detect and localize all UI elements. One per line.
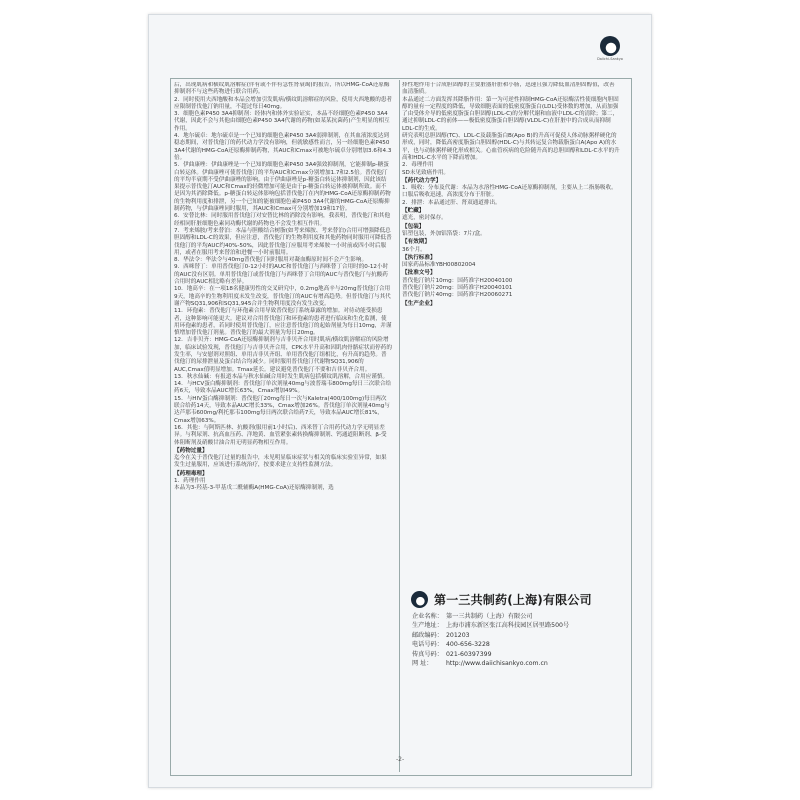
paragraph: 9．西咪替丁：单用普伐他汀0-12小时的AUC和普伐他汀与西咪替丁合用时的0-12小时的AUC没有区别。单用普伐他汀或普伐他汀与西咪替丁合用的AUC与普伐他汀与抗酸药合用时的AUC相比略有差异。 — [174, 264, 389, 286]
fax: 021-60397399 — [446, 650, 492, 658]
address-row — [412, 621, 632, 630]
paragraph: 6．安替比林：同时服用普伐他汀对安替比林的消除没有影响，我表明，普伐他汀和其他经相同肝脏细胞色素同功酶代谢的药物也不会发生相互作用。 — [174, 213, 391, 227]
fax-row — [412, 650, 632, 659]
paragraph: 15．与HIV蛋白酶抑制剂：普伐他汀20mg每日一次与Kaletra(400/100mg)每日两次联合给药14天，导致本品AUC增长33%，Cmax增加26%。普伐他汀单次剂量40mg与达芦那韦600mg/利托那韦100mg每日两次联合给药7天，导致本品AUC增长81%，Cmax增加63%。 — [174, 395, 390, 424]
brand-name: 第一三共制药(上海)有限公司 — [434, 593, 592, 607]
paragraph: 11．环孢素：普伐他汀与环孢素合用导致普伐他汀系统暴露的增加。对待动能受损患者，这种影响可能更大。建议对合用普伐他汀和环孢素的患者进行临床和生化监测，使用环孢素的患者，若同时使用普伐他汀，应注意普伐他汀的起始剂量为每日10mg，并谨慎增加普伐他汀剂量。普伐他汀的最大剂量为每日20mg。 — [174, 308, 392, 337]
left-text-column — [174, 82, 392, 772]
paragraph: 本品通过二方面发挥其降脂作用：第一为可逆性抑制HMG-CoA还原酶活性使细胞内胆固醇的量有一定程度的降低，导致细胞表面的低密度脂蛋白(LDL)受体数的增加，从而加强了由受体介导的低密度脂蛋白胆固醇(LDL-C)的分解代谢和血液中LDL-C的清除；第二，通过抑制LDL-C的前体——极低密度脂蛋白胆固醇(VLDL-C)在肝脏中的合成从而抑制LDL-C的生成。 — [402, 96, 619, 132]
postcode: 201203 — [446, 631, 470, 639]
paragraph: 国家药品标准YBH00802004 — [402, 262, 476, 269]
paragraph: 择性地作用于合成胆固醇的主要脏器肝脏和小肠，迅速且强力降低血清胆固醇值，改善血清脂质。 — [402, 82, 615, 96]
postcode-label: 邮政编码： — [412, 631, 443, 639]
company-info — [412, 612, 632, 668]
paragraph: 2．毒理作用 — [402, 162, 434, 169]
website-row — [412, 659, 632, 668]
phone-label: 电话号码： — [412, 641, 443, 649]
phone-row — [412, 640, 632, 649]
column-divider — [399, 80, 400, 772]
paragraph: 【包装】 — [402, 223, 425, 230]
postcode-row — [412, 631, 632, 640]
paragraph: 普伐他汀钠片10mg：国药准字H20040100 — [402, 277, 513, 284]
paragraph: 1．吸收：分布及代谢：本品为水溶性HMG-CoA还原酶抑制剂，主要从上二指肠吸收。口服后吸收迅速，高浓度分布于肝脏。 — [402, 185, 617, 199]
paragraph: 7．考来烯胺/考来替泊：本品与胆酸结合树脂(如考来烯胺、考来替泊)合用可增强降低总胆固醇和LDL-C的效果，但应注意，普伐他汀的生物利用度和其他药物同时服用可降低普伐他汀的平均AUC约40%-50%，因此普伐他汀应服用考来烯胺一小时前或四小时后服用，或者在服用考来替泊和进餐一小时前服用。 — [174, 227, 392, 256]
paragraph: 【贮藏】 — [402, 208, 425, 215]
paragraph: 4．地尔硫卓：地尔硫卓是一个已知的细胞色素P450 3A4弱抑制剂，在其血液浓度达到稳态期间，对普伐他汀的药代动力学没有影响，但就敏感性而言，另一经细胞色素P450 3A4代谢的HMG-CoA还原酶抑制药物，其AUC和Cmax可被地尔硫卓分别增加3.6和4.3倍。 — [174, 133, 392, 161]
paragraph: 【执行标准】 — [402, 254, 436, 261]
company-name-row — [412, 612, 632, 621]
paragraph: 铝塑包装，外加铝箔袋：7片/盒。 — [402, 230, 486, 237]
paragraph: 36个月。 — [402, 246, 426, 253]
paragraph: 1．药理作用 — [174, 478, 206, 485]
paragraph: 14．与HCV蛋白酶抑制剂：普伐他汀单次剂量40mg与波普瑞韦800mg每日三次联合给药6天，导致本品AUC增长63%，Cmax增加49%。 — [174, 381, 392, 395]
website-label: 网 址： — [412, 660, 433, 668]
paragraph: 8．华法令：华法令与40mg普伐他汀同时服用对凝血酶原时间不会产生影响。 — [174, 257, 368, 264]
company-logo — [597, 36, 623, 61]
paragraph: 遮光，密封保存。 — [402, 215, 447, 222]
paragraph: 迄今在关于普伐他汀过量的报告中，未见明显临床症状与相关的临床实验室异常，如果发生过量服用，应该进行系统治疗，按要求建立支持性监测方法。 — [174, 455, 387, 469]
brand-logo-icon — [411, 591, 428, 608]
fax-label: 传真号码： — [412, 650, 443, 658]
paragraph: 本品为3-羟基-3-甲基戊二酰辅酶A(HMG-CoA)还原酶抑制剂，选 — [174, 485, 334, 492]
right-text-column — [402, 82, 620, 402]
paragraph: 【药物过量】 — [174, 447, 208, 454]
manufacturer-brand — [411, 591, 592, 608]
logo-mark-icon — [600, 36, 620, 56]
phone: 400-656-3228 — [446, 641, 490, 649]
paragraph: 2．同时使用夫西地酸和本品会增加引发肌病/横纹肌溶解症的风险，使用夫西地酸的患者应限制普伐他汀钠用量，不超过每日40mg。 — [174, 96, 392, 110]
paragraph: 【药理毒理】 — [174, 470, 208, 477]
paragraph: 普伐他汀钠片40mg：国药准字H20060271 — [402, 292, 513, 299]
paragraph: 后，出现肌病和横纹肌溶解症(伴有或不伴有急性肾衰竭)的报告，所以HMG-CoA还原酶抑制剂不与这些药物进行联合用药。 — [174, 82, 390, 96]
logo-caption: Daiichi-Sankyo — [597, 57, 623, 61]
paragraph: 3．细胞色素P450 3A4抑制剂：经体内和体外实验证实，本品不经细胞色素P450 3A4代谢，因此不会与其他由细胞色素P450 3A4代谢的药物(如某某抗菌药)产生明显的相互作用。 — [174, 111, 390, 132]
paragraph: 5．伊曲康唑：伊曲康唑是一个已知的细胞色素P450 3A4强效抑制剂，它能抑制p-糖蛋白转运体。伊曲康唑可使普伐他汀的平均AUC和Cmax分别增加1.7和2.5倍。普伐他汀的平均半衰期不受伊曲康唑的影响。由于伊曲康唑是p-糖蛋白转运体抑制剂，因此该结果提示普伐他汀AUC和Cmax的轻微增加可能是由于p-糖蛋白转运体被抑制所致。而不是因为其消除降低。p-糖蛋白转运体影响包括普伐他汀在内的HMG-CoA还原酶抑制药物的生物利用度和排泄，另一个已知的能被细胞色素P450 3A4代谢的HMG-CoA还原酶抑制药物，与伊曲康唑同时服用，其AUC和Cmax可分别增加19和17倍。 — [174, 162, 391, 213]
address-label: 生产地址： — [412, 622, 443, 630]
paragraph: 【生产企业】 — [402, 300, 436, 307]
paragraph: 12．吉非贝齐：HMG-CoA还原酶抑制剂与吉非贝齐合用时肌病/横纹肌溶解症的风险增加，临床试验发现，普伐他汀与吉非贝齐合用，CPK水平升高和因肌肉骨骼症状而停药的发生率，与安慰剂对照组、单用吉非贝齐组、单用普伐他汀组相比，有升高的趋势。普伐他汀的尿排泄量及蛋白结合均减少。同时服用普伐他汀代谢物SQ31,906的AUC,Cmax值明显增加。Tmax延长。建议避免普伐他汀不要和吉非贝齐合用。 — [174, 337, 392, 373]
paragraph: 13．秋水仙碱：有报道本品与秋水仙碱合用时发生肌病包括横纹肌溶解，合用应谨慎。 — [174, 373, 389, 380]
paragraph: 普伐他汀钠片20mg：国药准字H20040101 — [402, 285, 513, 292]
paragraph: 16．其他：与阿斯匹林、抗酸剂(服用前1小时后)、西米替丁合用药代动力学无明显差异。与利尿剂、抗高血压药、洋地黄、血管紧张素转换酶抑制剂、钙通道阻断剂、β-受体阻断剂及硝酸甘油合用无明显药物相互作用。 — [174, 424, 387, 446]
company-name: 第一三共制药（上海）有限公司 — [446, 613, 533, 620]
paragraph: 【批准文号】 — [402, 270, 436, 277]
website-link[interactable]: http://www.daiichisankyo.com.cn — [446, 660, 548, 668]
paragraph: 研究表明总胆固醇(TC)、LDL-C及载脂蛋白B(Apo B)的升高可促使人体动脉粥样硬化的形成，同时，降低高密度脂蛋白胆固醇(HDL-C)与其转运复合物载脂蛋白A(Apo A)的水平，也与动脉粥样硬化形成相关。心血管疾病的危险随升高的总胆固醇和LDL-C水平的升高和HDL-C水平的下降而增加。 — [402, 133, 620, 161]
paragraph: 【有效期】 — [402, 239, 430, 246]
paragraph: SD未见致癌作用。 — [402, 169, 450, 176]
address: 上海市浦东新区张江高科技园区居里路500号 — [446, 622, 570, 630]
page-number: -2- — [396, 756, 405, 763]
company-name-label: 企业名称： — [412, 613, 443, 620]
paragraph: 2．排泄：本品通过肝、肾双通道排出。 — [402, 199, 501, 206]
paragraph: 【药代动力学】 — [402, 177, 442, 184]
paragraph: 10．地高辛：在一项18名健康男性的交叉研究中，0.2mg地高辛与20mg普伐他汀合用9天，地高辛的生物利用度未发生改变，普伐他汀的AUC有增高趋势。但普伐他汀与其代谢产物SQ31,906和SQ31,945合并生物利用度没有发生改变。 — [174, 286, 391, 307]
